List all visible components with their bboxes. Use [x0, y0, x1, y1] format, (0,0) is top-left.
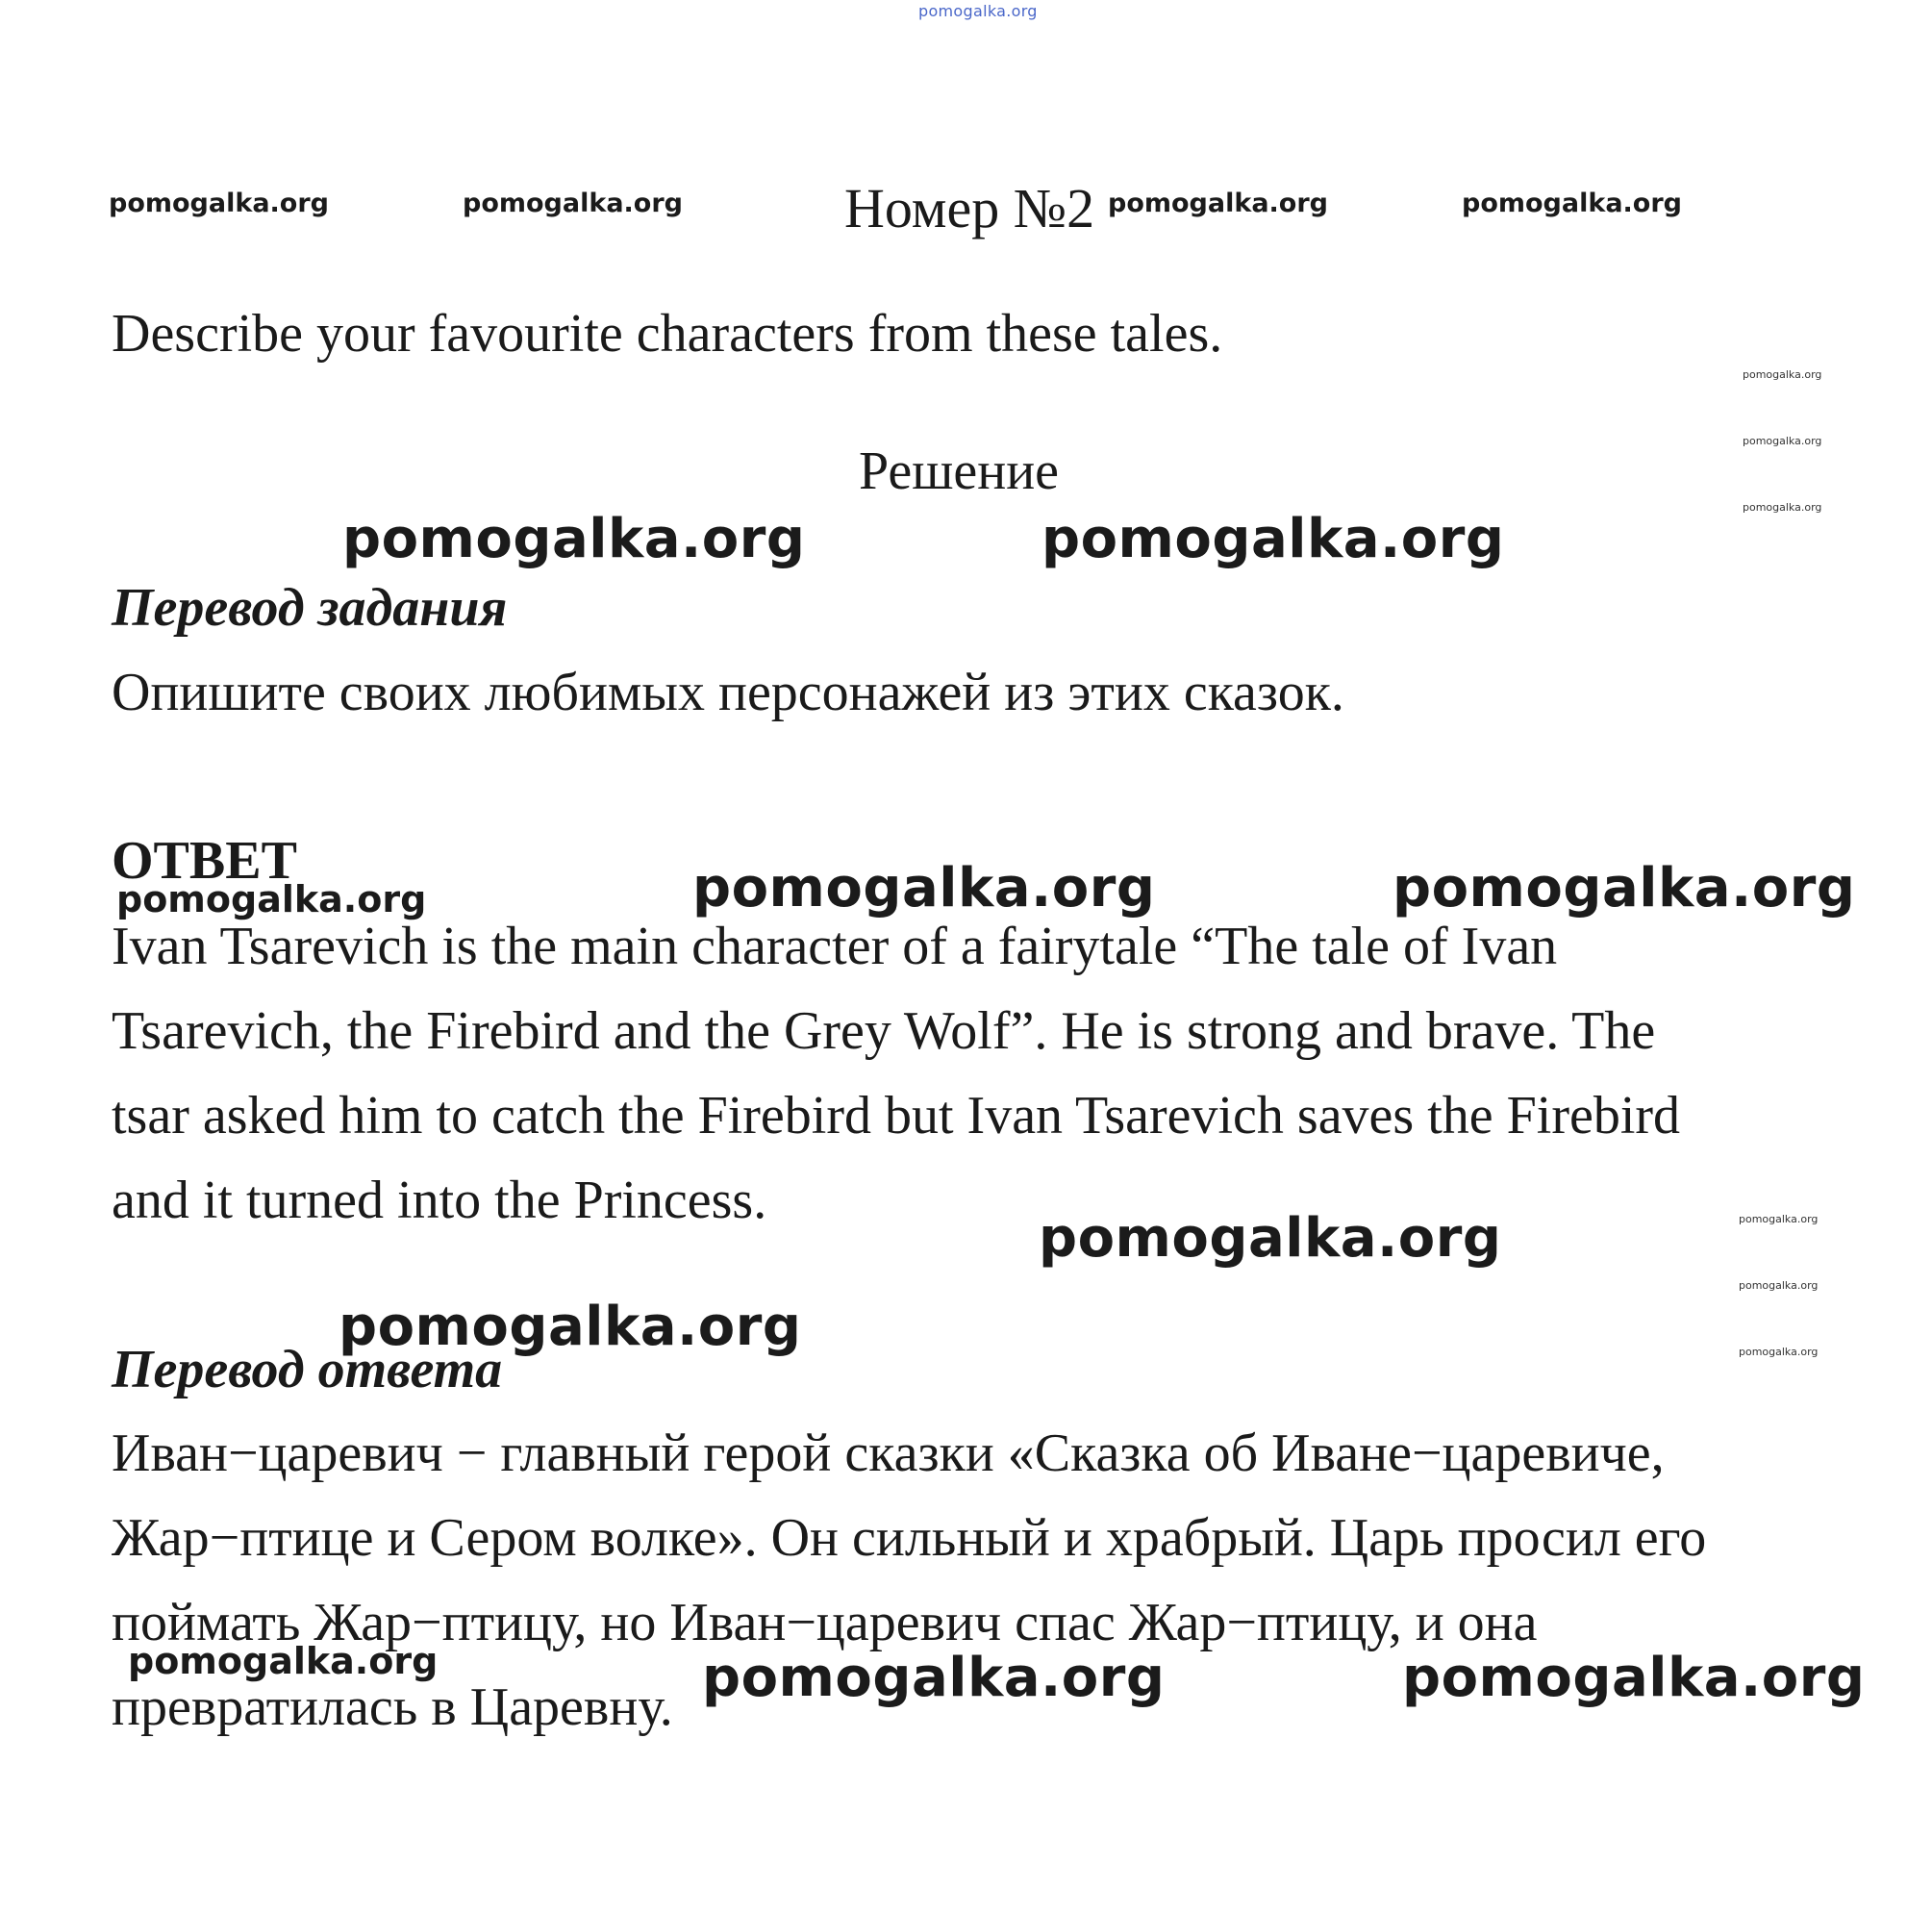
answer-line: and it turned into the Princess.: [112, 1171, 767, 1230]
answer-translation-line: поймать Жар−птицу, но Иван−царевич спас Жар−птицу, и она: [112, 1593, 1538, 1652]
watermark: pomogalka.org: [1108, 189, 1328, 218]
header-watermark: pomogalka.org: [918, 2, 1038, 20]
task-translation-heading: Перевод задания: [112, 578, 508, 638]
answer-line: Tsarevich, the Firebird and the Grey Wolf”. He is strong and brave. The: [112, 1001, 1656, 1061]
watermark: pomogalka.org: [692, 857, 1156, 920]
answer-translation-heading: Перевод ответа: [112, 1340, 503, 1399]
watermark: pomogalka.org: [702, 1647, 1166, 1709]
watermark: pomogalka.org: [116, 878, 427, 920]
watermark: pomogalka.org: [1743, 435, 1822, 447]
answer-translation-line: Жар−птице и Сером волке». Он сильный и храбрый. Царь просил его: [112, 1508, 1707, 1568]
watermark: pomogalka.org: [1739, 1213, 1819, 1225]
answer-translation-line: Иван−царевич − главный герой сказки «Сказка об Иване−царевиче,: [112, 1424, 1665, 1483]
answer-heading: ОТВЕТ: [112, 831, 297, 891]
watermark: pomogalka.org: [109, 189, 329, 218]
task-translation-text: Опишите своих любимых персонажей из этих сказок.: [112, 663, 1344, 722]
watermark: pomogalka.org: [339, 1296, 802, 1358]
task-text: Describe your favourite characters from these tales.: [112, 304, 1223, 364]
watermark: pomogalka.org: [1743, 501, 1822, 514]
answer-translation-line: превратилась в Царевну.: [112, 1677, 673, 1737]
watermark: pomogalka.org: [1462, 189, 1682, 218]
watermark: pomogalka.org: [1402, 1647, 1866, 1709]
watermark: pomogalka.org: [1393, 857, 1856, 920]
watermark: pomogalka.org: [1739, 1279, 1819, 1292]
solution-label: Решение: [859, 441, 1060, 501]
answer-line: tsar asked him to catch the Firebird but Ivan Tsarevich saves the Firebird: [112, 1086, 1681, 1146]
watermark: pomogalka.org: [463, 189, 683, 218]
watermark: pomogalka.org: [1039, 1207, 1502, 1270]
page-title: Номер №2: [844, 177, 1095, 239]
watermark: pomogalka.org: [342, 508, 806, 570]
answer-line: Ivan Tsarevich is the main character of a fairytale “The tale of Ivan: [112, 917, 1558, 976]
watermark: pomogalka.org: [1739, 1346, 1819, 1358]
watermark: pomogalka.org: [1041, 508, 1505, 570]
watermark: pomogalka.org: [128, 1640, 439, 1682]
watermark: pomogalka.org: [1743, 368, 1822, 381]
answer-paragraph: [112, 904, 1823, 1243]
